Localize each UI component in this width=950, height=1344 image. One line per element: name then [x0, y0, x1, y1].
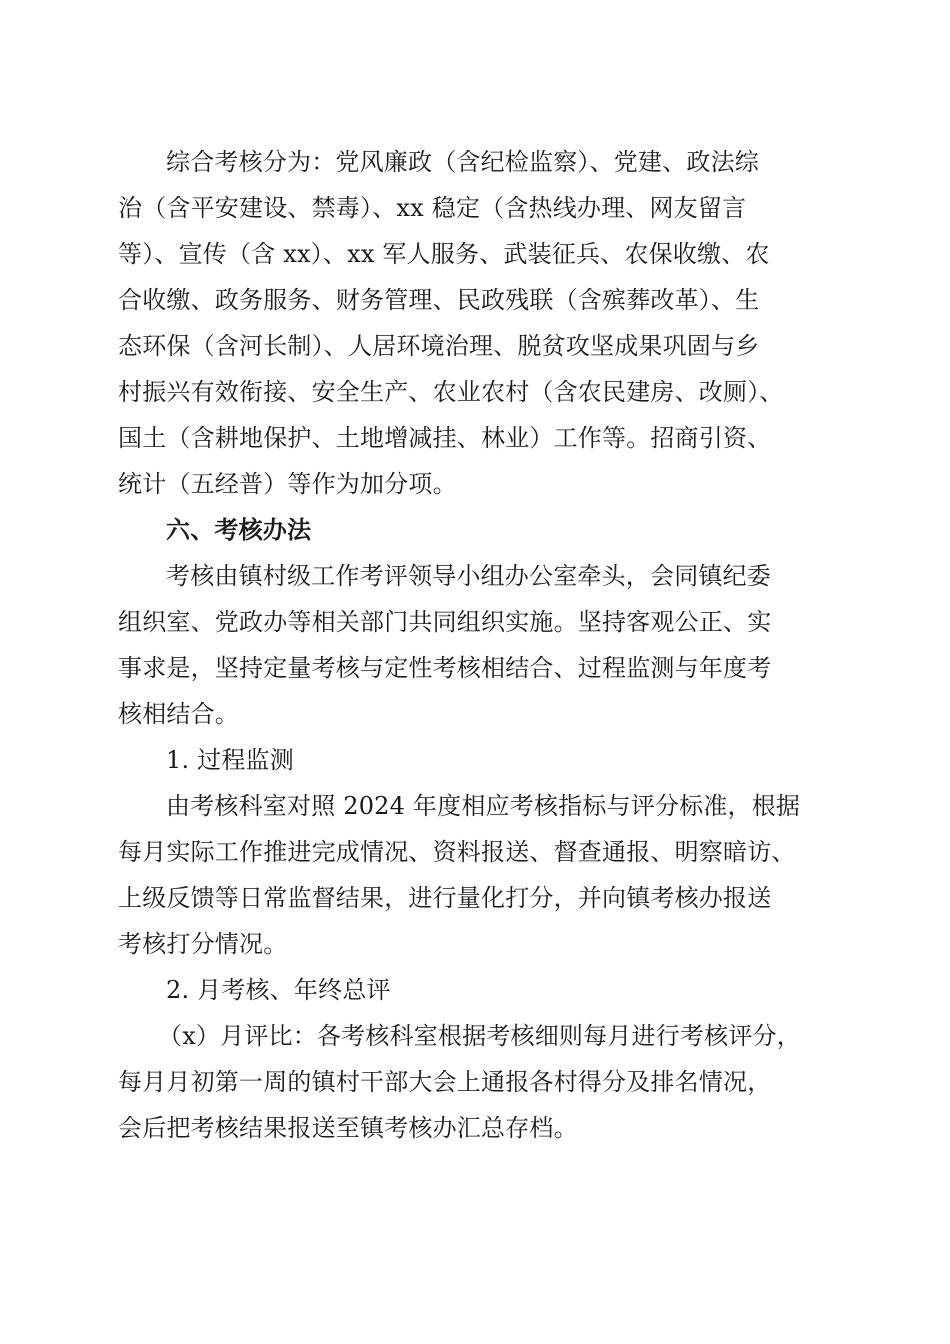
subheading-1: 1. 过程监测 — [166, 746, 294, 774]
p3-line-2: 每月实际工作推进完成情况、资料报送、督查通报、明察暗访、 — [118, 838, 796, 866]
p1-line-8: 统计（五经普）等作为加分项。 — [118, 470, 457, 498]
p2-line-4: 核相结合。 — [118, 700, 239, 728]
p4-line-2: 每月月初第一周的镇村干部大会上通报各村得分及排名情况， — [118, 1068, 772, 1096]
p2-line-2: 组织室、党政办等相关部门共同组织实施。坚持客观公正、实 — [118, 608, 772, 636]
p2-line-1: 考核由镇村级工作考评领导小组办公室牵头，会同镇纪委 — [166, 562, 771, 590]
subheading-2: 2. 月考核、年终总评 — [166, 976, 391, 1004]
p1-line-2: 治（含平安建设、禁毒）、xx 稳定（含热线办理、网友留言 — [118, 194, 747, 222]
p1-line-6: 村振兴有效衔接、安全生产、农业农村（含农民建房、改厕）、 — [118, 378, 784, 406]
p4-line-3: 会后把考核结果报送至镇考核办汇总存档。 — [118, 1114, 578, 1142]
p1-line-1: 综合考核分为：党风廉政（含纪检监察）、党建、政法综 — [166, 148, 759, 176]
p1-line-3: 等）、宣传（含 xx）、xx 军人服务、武装征兵、农保收缴、农 — [118, 240, 770, 268]
p3-line-4: 考核打分情况。 — [118, 930, 288, 958]
p1-line-5: 态环保（含河长制）、人居环境治理、脱贫攻坚成果巩固与乡 — [118, 332, 760, 360]
p3-line-3: 上级反馈等日常监督结果，进行量化打分，并向镇考核办报送 — [118, 884, 772, 912]
p2-line-3: 事求是，坚持定量考核与定性考核相结合、过程监测与年度考 — [118, 654, 772, 682]
p3-line-1: 由考核科室对照 2024 年度相应考核指标与评分标准，根据 — [166, 792, 801, 820]
p4-line-1: （x）月评比：各考核科室根据考核细则每月进行考核评分， — [158, 1022, 801, 1050]
p1-line-4: 合收缴、政务服务、财务管理、民政残联（含殡葬改革）、生 — [118, 286, 760, 314]
section-heading-6: 六、考核办法 — [166, 516, 312, 544]
p1-line-7: 国土（含耕地保护、土地增减挂、林业）工作等。招商引资、 — [118, 424, 772, 452]
